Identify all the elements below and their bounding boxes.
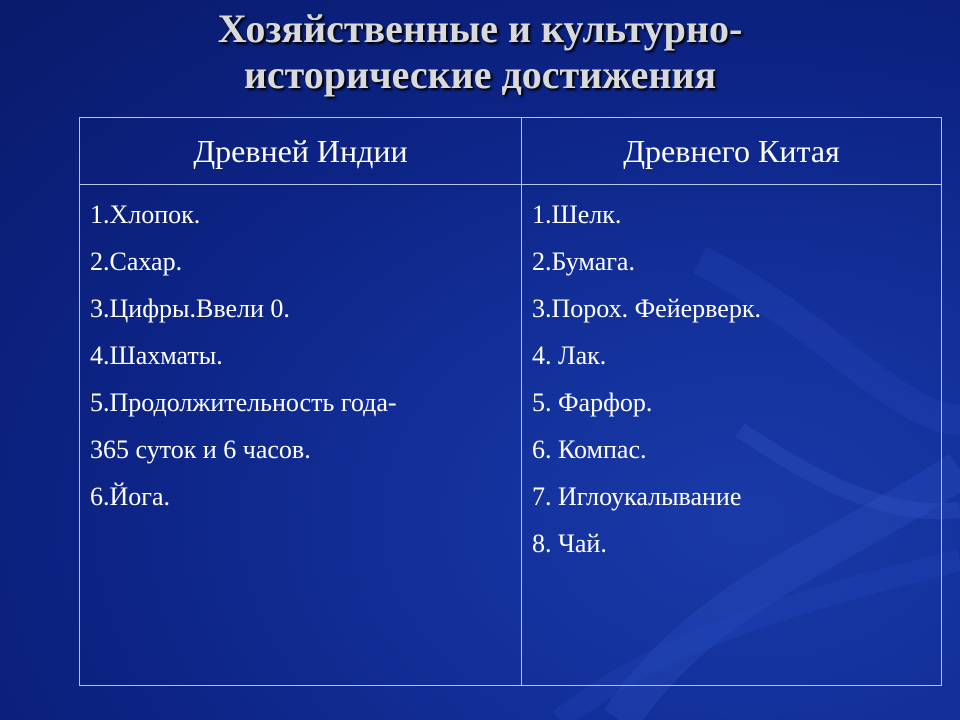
china-list <box>532 191 931 567</box>
china-cell <box>521 185 941 686</box>
list-item: 365 суток и 6 часов. <box>90 435 311 464</box>
list-item: 2.Сахар. <box>90 247 183 276</box>
india-cell <box>80 185 522 686</box>
slide-title <box>0 6 960 98</box>
header-ancient-india: Древней Индии <box>80 118 522 185</box>
list-item: 4. Лак. <box>531 341 607 370</box>
list-item: 1.Шелк. <box>531 200 622 229</box>
list-item: 4.Шахматы. <box>90 341 223 370</box>
list-item: 6.Йога. <box>90 482 170 511</box>
list-item: 2.Бумага. <box>531 247 635 276</box>
header-ancient-china: Древнего Китая <box>521 118 941 185</box>
list-item: 5.Продолжительность года- <box>90 388 397 417</box>
achievements-table <box>79 117 942 686</box>
india-list <box>90 191 511 520</box>
list-item: 8. Чай. <box>531 529 607 558</box>
list-item: 5. Фарфор. <box>531 388 653 417</box>
table-row <box>80 185 942 686</box>
slide-title-line-2: исторические достижения <box>243 52 717 97</box>
list-item: 6. Компас. <box>531 435 647 464</box>
list-item: 1.Хлопок. <box>90 200 201 229</box>
slide-title-line-1: Хозяйственные и культурно- <box>217 6 743 51</box>
list-item: 3.Цифры.Ввели 0. <box>90 294 290 323</box>
list-item: 7. Иглоукалывание <box>531 482 742 511</box>
list-item: 3.Порох. Фейерверк. <box>531 294 761 323</box>
table-header-row <box>80 118 942 185</box>
